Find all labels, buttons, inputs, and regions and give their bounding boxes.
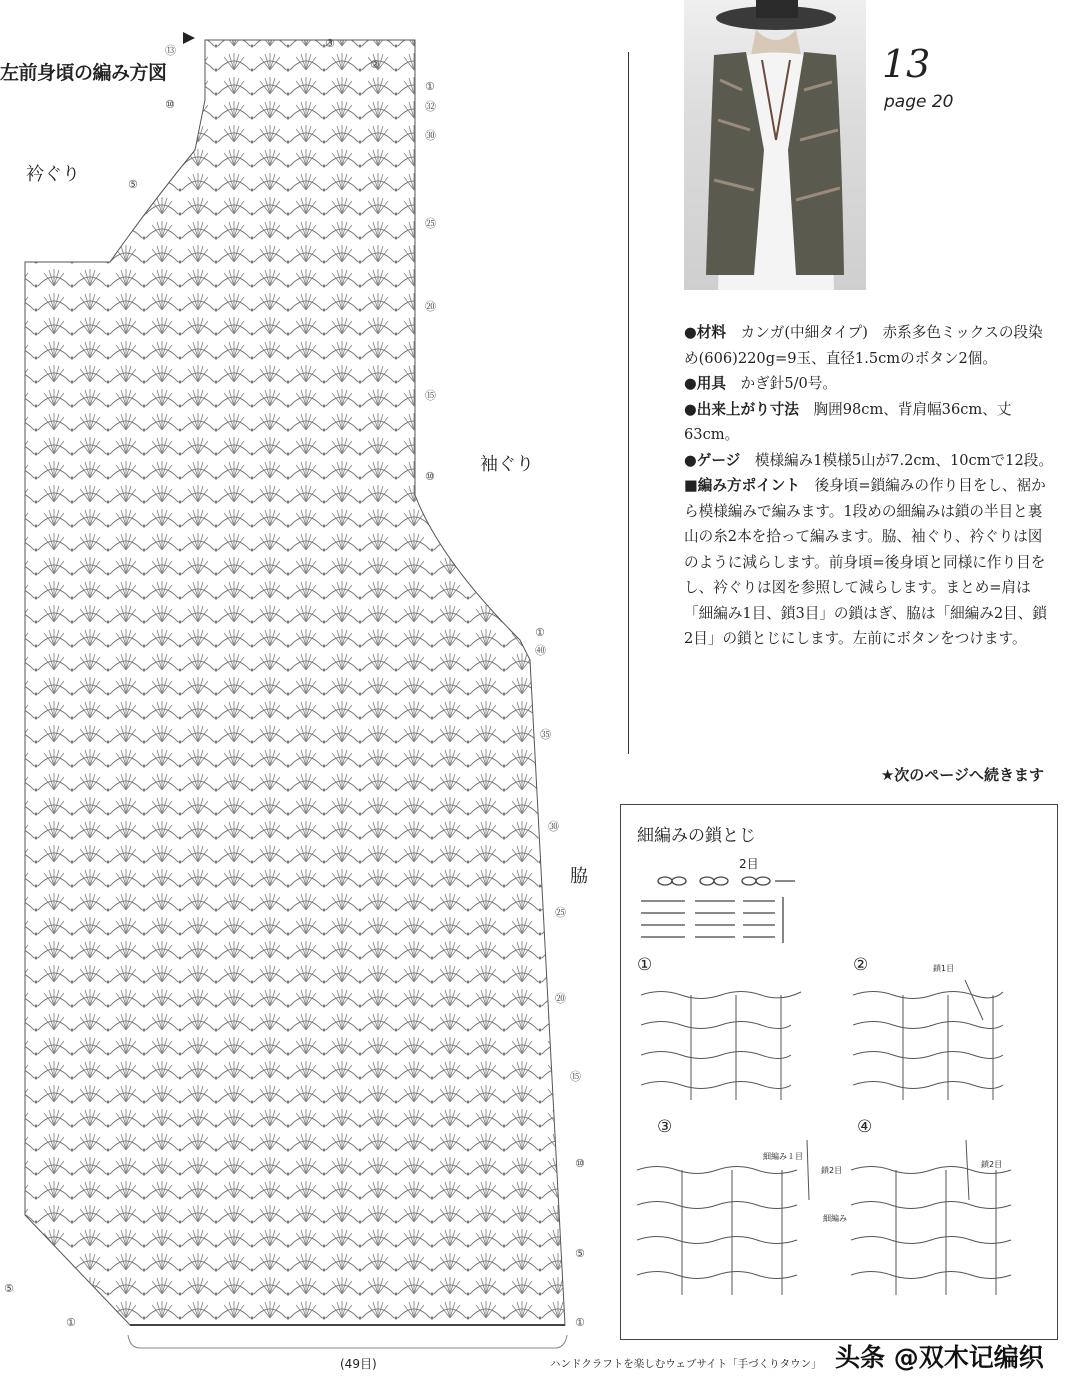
row-marker: ① xyxy=(425,80,435,93)
tools-text: かぎ針5/0号。 xyxy=(740,375,837,392)
step-4-chain-label: 鎖2目 xyxy=(981,1160,1003,1169)
row-marker: ③ xyxy=(325,37,335,50)
row-marker: ㉕ xyxy=(425,217,436,230)
row-marker: ⑤ xyxy=(128,178,138,191)
neckline-label: 衿ぐり xyxy=(26,164,80,185)
row-marker: ① xyxy=(535,626,545,639)
step-3-number: ③ xyxy=(657,1117,673,1137)
row-marker: ① xyxy=(66,1316,76,1329)
gauge-text: 模様編み1模様5山が7.2cm、10cmで12段。 xyxy=(754,451,1053,469)
step-1-illustration xyxy=(641,980,831,1105)
gauge-label: ●ゲージ xyxy=(684,451,741,469)
pattern-info xyxy=(684,320,1054,652)
footer-note: ハンドクラフトを楽しむウェブサイト「手づくりタウン」 xyxy=(550,1358,822,1370)
materials-label: ●材料 xyxy=(684,324,726,341)
points-label: ■編み方ポイント xyxy=(684,477,800,494)
row-marker: ⑬ xyxy=(165,44,176,57)
row-marker: ㉟ xyxy=(540,728,551,741)
step-4-illustration xyxy=(851,1140,1051,1300)
row-marker: ㉜ xyxy=(425,100,436,113)
row-marker: ⑮ xyxy=(425,389,436,402)
row-marker: ㉚ xyxy=(548,820,559,833)
chain-count-label: 2目 xyxy=(739,857,759,871)
page-reference: page 20 xyxy=(884,92,954,112)
tools-label: ●用具 xyxy=(684,375,726,392)
row-marker: ① xyxy=(575,1316,585,1329)
row-marker: ② xyxy=(370,58,380,71)
row-marker: ㊵ xyxy=(535,644,546,657)
row-marker: ⑳ xyxy=(555,992,566,1005)
points-section xyxy=(684,473,1054,652)
step-3-stitch-label: 細編み xyxy=(823,1214,847,1223)
step-2-illustration xyxy=(853,980,1043,1105)
points-text: 後身頃=鎖編みの作り目をし、裾から模様編みで編みます。1段めの細編みは鎖の半目と裏山の糸2本を拾って編みます。脇、袖ぐり、衿ぐりは図のように減らします。前身頃=後身頃と同様に作り目をし、衿ぐりは図を参照して減らします。まとめ=肩は「細編み1目、鎖3目」の鎖はぎ、脇は「細編み2目、鎖2目」の鎖とじにします。左前にボタンをつけます。 xyxy=(684,477,1047,647)
garment-photo xyxy=(684,0,866,290)
row-marker: ⑮ xyxy=(570,1070,581,1083)
continued-note: ★次のページへ続きます xyxy=(880,766,1044,784)
armhole-label: 袖ぐり xyxy=(480,454,534,475)
row-marker: ⑤ xyxy=(4,1282,14,1295)
step-3-chain-label: 鎖2目 xyxy=(821,1166,843,1175)
closure-diagram-box xyxy=(620,804,1058,1340)
watermark: 头条 @双木记编织 xyxy=(835,1343,1044,1372)
size-label: ●出来上がり寸法 xyxy=(684,400,799,418)
step-1-number: ① xyxy=(637,955,653,975)
vertical-divider xyxy=(628,52,629,754)
step-2-number: ② xyxy=(853,955,869,975)
row-marker: ㉚ xyxy=(425,129,436,142)
size-text: 胸囲98cm、背肩幅36cm、丈63cm。 xyxy=(684,400,1012,443)
step-2-chain-label: 鎖1目 xyxy=(933,964,955,973)
closure-symbol-chart xyxy=(635,869,805,949)
pattern-number: 13 xyxy=(882,42,931,86)
gauge-section xyxy=(684,448,1054,474)
step-3-illustration xyxy=(637,1140,837,1300)
chart-title: 左前身頃の編み方図 xyxy=(0,62,167,84)
row-marker: ⑩ xyxy=(425,470,435,483)
row-marker: ⑩ xyxy=(165,98,175,111)
size-section xyxy=(684,397,1054,448)
model-illustration xyxy=(684,0,866,290)
row-marker: ⑩ xyxy=(575,1157,585,1170)
closure-title: 細編みの鎖とじ xyxy=(637,826,756,846)
materials-section xyxy=(684,320,1054,371)
side-label: 脇 xyxy=(570,866,588,887)
tools-section xyxy=(684,371,1054,397)
row-marker: ㉕ xyxy=(555,906,566,919)
front-panel-shape xyxy=(25,40,565,1325)
row-marker: ⑳ xyxy=(425,300,436,313)
row-marker: ⑤ xyxy=(575,1247,585,1260)
step-4-number: ④ xyxy=(857,1117,873,1137)
stitch-count: (49目) xyxy=(340,1357,377,1371)
step-3-sc-label: 細編み１目 xyxy=(763,1152,803,1161)
materials-text: カンガ(中細タイプ) 赤系多色ミックスの段染め(606)220g=9玉、直径1.5cmのボタン2個。 xyxy=(684,324,1043,367)
